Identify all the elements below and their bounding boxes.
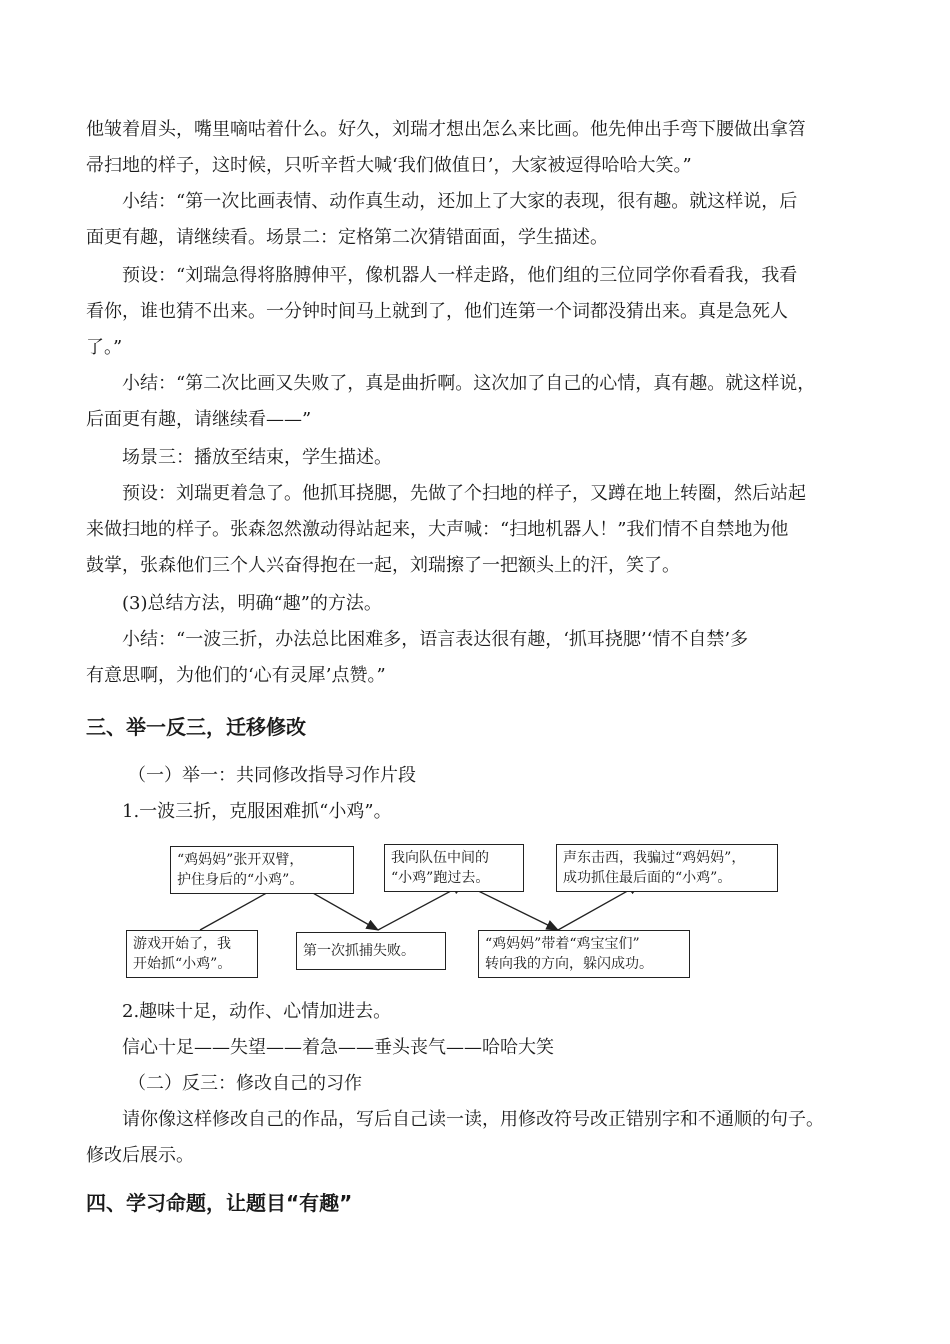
paragraph-line: 预设：刘瑞更着急了。他抓耳挠腮，先做了个扫地的样子，又蹲在地上转圈，然后站起 [122, 483, 806, 504]
paragraph-line: 小结：“第二次比画又失败了，真是曲折啊。这次加了自己的心情，真有趣。就这样说， [122, 373, 816, 394]
paragraph-line: 有意思啊，为他们的‘心有灵犀’点赞。” [86, 665, 386, 686]
box-line: “鸡妈妈”张开双臂， [177, 852, 304, 868]
box-first-fail [296, 932, 446, 970]
box-run-middle [384, 844, 524, 892]
paragraph-line: 修改后展示。 [86, 1145, 194, 1166]
box-line: “鸡妈妈”带着“鸡宝宝们” [485, 936, 640, 952]
box-start [126, 930, 258, 978]
emotion-chain: 信心十足——失望——着急——垂头丧气——哈哈大笑 [122, 1037, 554, 1058]
paragraph-line: 来做扫地的样子。张森忽然激动得站起来，大声喊：“扫地机器人！”我们情不自禁地为他 [86, 519, 789, 540]
box-line: 转向我的方向，躲闪成功。 [485, 956, 653, 972]
paragraph-line: 小结：“一波三折，办法总比困难多，语言表达很有趣，‘抓耳挠腮’‘情不自禁’多 [122, 629, 749, 650]
paragraph-line: 面更有趣，请继续看。场景二：定格第二次猜错面面，学生描述。 [86, 227, 608, 248]
paragraph-line: 他皱着眉头，嘴里嘀咕着什么。好久，刘瑞才想出怎么来比画。他先伸出手弯下腰做出拿笤 [86, 119, 806, 140]
box-line: 我向队伍中间的 [391, 850, 489, 866]
paragraph-line: 小结：“第一次比画表情、动作真生动，还加上了大家的表现，很有趣。就这样说，后 [122, 191, 798, 212]
subsection-title: （二）反三：修改自己的习作 [128, 1073, 362, 1094]
flow-diagram [120, 836, 800, 982]
box-line: 开始抓“小鸡”。 [133, 956, 232, 972]
box-line: 护住身后的“小鸡”。 [177, 872, 304, 888]
list-item: 2.趣味十足，动作、心情加进去。 [122, 1001, 392, 1022]
section-heading: 三、举一反三，迁移修改 [86, 715, 306, 739]
box-line: “小鸡”跑过去。 [391, 870, 490, 886]
list-item: 1.一波三折，克服困难抓“小鸡”。 [122, 801, 392, 822]
box-line: 游戏开始了，我 [133, 936, 231, 952]
section-heading: 四、学习命题，让题目“有趣” [86, 1191, 353, 1215]
paragraph-line: 了。” [86, 337, 123, 358]
paragraph-line: 请你像这样修改自己的作品，写后自己读一读，用修改符号改正错别字和不通顺的句子。 [122, 1109, 824, 1130]
box-success [556, 844, 778, 892]
paragraph-line: 后面更有趣，请继续看——” [86, 409, 312, 430]
paragraph-line: 帚扫地的样子，这时候，只听辛哲大喊‘我们做值日’，大家被逗得哈哈大笑。” [86, 155, 692, 176]
paragraph-line: 看你，谁也猜不出来。一分钟时间马上就到了，他们连第一个词都没猜出来。真是急死人 [86, 301, 788, 322]
box-line: 声东击西，我骗过“鸡妈妈”， [563, 850, 746, 866]
paragraph-line: 预设：“刘瑞急得将胳膊伸平，像机器人一样走路，他们组的三位同学你看看我，我看 [122, 265, 798, 286]
box-line: 成功抓住最后面的“小鸡”。 [563, 870, 732, 886]
box-hen-dodge [478, 930, 690, 978]
paragraph-line: 场景三：播放至结束，学生描述。 [122, 447, 392, 468]
box-hen-guard [170, 846, 354, 894]
subsection-title: （一）举一：共同修改指导习作片段 [128, 765, 416, 786]
paragraph-line: 鼓掌，张森他们三个人兴奋得抱在一起，刘瑞擦了一把额头上的汗，笑了。 [86, 555, 680, 576]
paragraph-line: (3)总结方法，明确“趣”的方法。 [122, 593, 382, 614]
box-line: 第一次抓捕失败。 [303, 943, 415, 959]
